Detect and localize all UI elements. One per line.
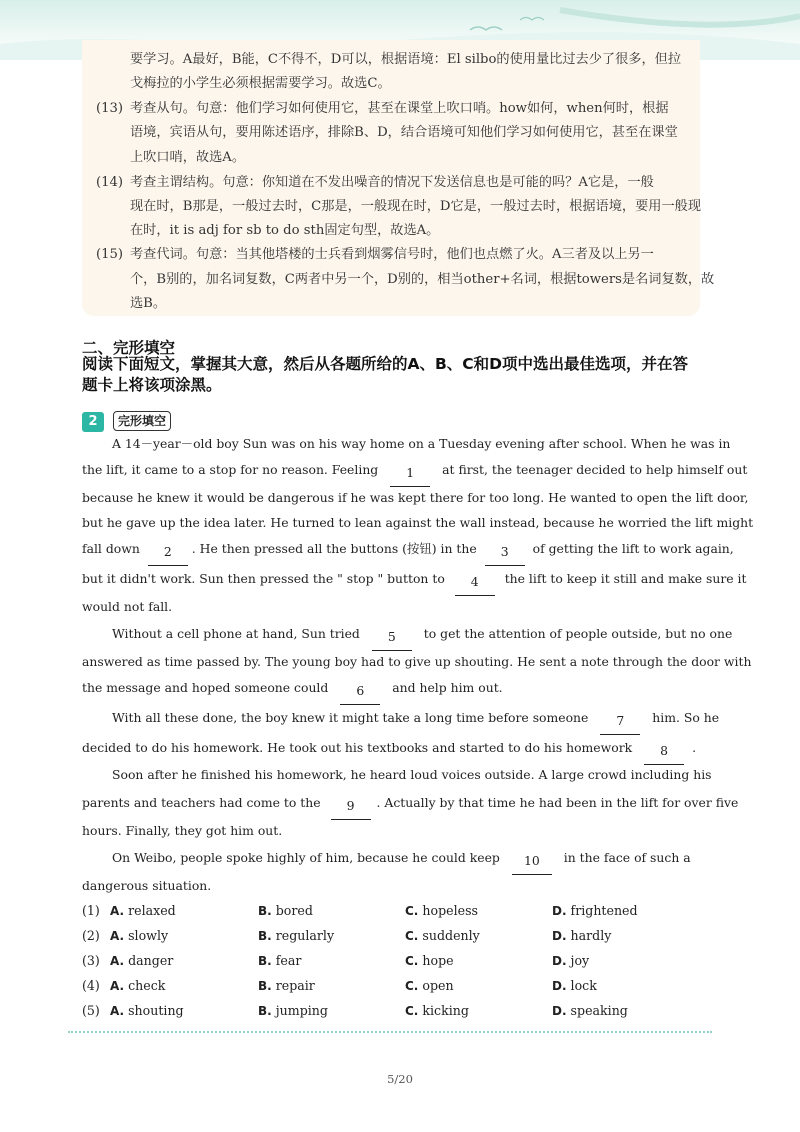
dotted-divider — [68, 1031, 712, 1033]
answer-number: (14) — [96, 175, 124, 190]
option-a — [110, 978, 165, 994]
option-b — [258, 978, 315, 994]
option-text: kicking — [422, 1003, 469, 1018]
option-b — [258, 1003, 328, 1019]
passage-text: . He then pressed all the buttons (按钮) in the — [191, 541, 477, 556]
question-type-tag: 完形填空 — [113, 411, 171, 431]
option-letter: A. — [110, 1004, 125, 1018]
option-text: open — [422, 978, 454, 993]
passage-line — [82, 795, 738, 817]
option-b — [258, 928, 334, 944]
option-c — [405, 1003, 469, 1019]
passage-line — [82, 541, 734, 563]
passage-text: of getting the lift to work again, — [532, 541, 734, 556]
option-text: slowly — [128, 928, 169, 943]
section-description: 题卡上将该项涂黑。 — [82, 376, 222, 394]
option-text: speaking — [570, 1003, 628, 1018]
option-a — [110, 928, 168, 944]
blank-9: 9 — [331, 798, 371, 820]
option-d — [552, 1003, 628, 1019]
passage-line: Soon after he finished his homework, he heard loud voices outside. A large crowd including his — [112, 767, 712, 782]
answer-number: (15) — [96, 247, 124, 262]
option-letter: B. — [258, 904, 272, 918]
passage-text: at first, the teenager decided to help himself out — [442, 462, 748, 477]
passage-line — [112, 710, 719, 732]
passage-text: and help him out. — [392, 680, 503, 695]
option-letter: A. — [110, 979, 125, 993]
answer-line: 考查从句。句意：他们学习如何使用它，甚至在课堂上吹口哨。how如何，when何时，根据 — [130, 101, 669, 116]
blank-5: 5 — [372, 629, 412, 651]
blank-2: 2 — [148, 544, 188, 566]
passage-line — [112, 850, 691, 872]
option-text: relaxed — [128, 903, 176, 918]
option-d — [552, 903, 638, 919]
passage-line — [82, 740, 696, 762]
option-letter: B. — [258, 1004, 272, 1018]
passage-text: him. So he — [652, 710, 720, 725]
passage-text: . — [692, 740, 697, 755]
option-number: (3) — [82, 953, 100, 968]
passage-line: A 14－year－old boy Sun was on his way home on a Tuesday evening after school. When he was in — [112, 436, 731, 451]
option-letter: B. — [258, 979, 272, 993]
passage-line: hours. Finally, they got him out. — [82, 823, 283, 838]
passage-text: but it didn't work. Sun then pressed the " stop " button to — [82, 571, 445, 586]
option-letter: D. — [552, 1004, 567, 1018]
answer-line: 选B。 — [130, 296, 167, 311]
option-letter: C. — [405, 954, 419, 968]
option-a — [110, 1003, 184, 1019]
answer-line: 戈梅拉的小学生必须根据需要学习。故选C。 — [130, 76, 391, 91]
passage-line — [82, 571, 746, 593]
option-text: fear — [275, 953, 302, 968]
option-letter: A. — [110, 929, 125, 943]
blank-6: 6 — [340, 683, 380, 705]
option-d — [552, 928, 611, 944]
page-number: 5/20 — [387, 1072, 413, 1086]
question-number-badge: 2 — [82, 412, 104, 432]
option-a — [110, 903, 176, 919]
option-c — [405, 928, 480, 944]
answer-line: 上吹口哨，故选A。 — [130, 150, 246, 165]
passage-line — [112, 626, 732, 648]
option-c — [405, 978, 454, 994]
passage-text: the lift, it came to a stop for no reason. Feeling — [82, 462, 379, 477]
option-letter: B. — [258, 954, 272, 968]
passage-text: to get the attention of people outside, but no one — [423, 626, 733, 641]
passage-line: dangerous situation. — [82, 878, 212, 893]
option-letter: B. — [258, 929, 272, 943]
answer-line: 考查代词。句意：当其他塔楼的士兵看到烟雾信号时，他们也点燃了火。A三者及以上另一 — [130, 247, 654, 262]
option-letter: A. — [110, 954, 125, 968]
option-c — [405, 953, 454, 969]
option-letter: D. — [552, 929, 567, 943]
section-title: 二、完形填空 — [82, 339, 176, 357]
passage-line — [82, 462, 747, 484]
answer-line: 考查主谓结构。句意：你知道在不发出噪音的情况下发送信息也是可能的吗？A它是，一般 — [130, 175, 654, 190]
option-c — [405, 903, 478, 919]
option-text: shouting — [128, 1003, 184, 1018]
passage-text: fall down — [82, 541, 140, 556]
option-letter: C. — [405, 1004, 419, 1018]
option-text: check — [128, 978, 166, 993]
passage-text: decided to do his homework. He took out his textbooks and started to do his homework — [82, 740, 633, 755]
option-text: regularly — [275, 928, 335, 943]
option-letter: C. — [405, 979, 419, 993]
option-text: lock — [570, 978, 597, 993]
section-description: 阅读下面短文，掌握其大意，然后从各题所给的A、B、C和D项中选出最佳选项，并在答 — [82, 355, 689, 373]
option-text: frightened — [570, 903, 638, 918]
passage-text: On Weibo, people spoke highly of him, because he could keep — [112, 850, 500, 865]
blank-10: 10 — [512, 853, 552, 875]
passage-text: the message and hoped someone could — [82, 680, 329, 695]
passage-text: Without a cell phone at hand, Sun tried — [112, 626, 360, 641]
passage-line: but he gave up the idea later. He turned to lean against the wall instead, because he worried the lift might — [82, 515, 754, 530]
option-text: jumping — [275, 1003, 328, 1018]
option-text: danger — [128, 953, 174, 968]
passage-line — [82, 680, 503, 702]
passage-line: would not fall. — [82, 599, 173, 614]
option-text: joy — [570, 953, 590, 968]
option-text: repair — [275, 978, 315, 993]
option-b — [258, 953, 301, 969]
option-letter: D. — [552, 904, 567, 918]
blank-8: 8 — [644, 743, 684, 765]
passage-text: . Actually by that time he had been in the lift for over five — [376, 795, 739, 810]
option-d — [552, 978, 597, 994]
blank-1: 1 — [390, 465, 430, 487]
option-letter: D. — [552, 954, 567, 968]
option-letter: C. — [405, 904, 419, 918]
option-letter: C. — [405, 929, 419, 943]
option-number: (4) — [82, 978, 100, 993]
passage-text: the lift to keep it still and make sure it — [504, 571, 747, 586]
option-text: hope — [422, 953, 454, 968]
option-text: hardly — [570, 928, 612, 943]
answer-line: 在时，it is adj for sb to do sth固定句型，故选A。 — [130, 223, 440, 238]
passage-text: With all these done, the boy knew it might take a long time before someone — [112, 710, 589, 725]
answer-line: 现在时，B那是，一般过去时，C那是，一般现在时，D它是，一般过去时，根据语境，要用一般现 — [130, 199, 702, 214]
option-number: (5) — [82, 1003, 100, 1018]
answer-line: 语境，宾语从句，要用陈述语序，排除B、D，结合语境可知他们学习如何使用它，甚至在课堂 — [130, 125, 678, 140]
option-text: bored — [275, 903, 313, 918]
option-text: suddenly — [422, 928, 480, 943]
option-a — [110, 953, 173, 969]
passage-text: in the face of such a — [563, 850, 691, 865]
option-b — [258, 903, 313, 919]
option-number: (1) — [82, 903, 100, 918]
option-d — [552, 953, 589, 969]
option-letter: A. — [110, 904, 125, 918]
answer-number: (13) — [96, 101, 124, 116]
blank-7: 7 — [600, 713, 640, 735]
blank-3: 3 — [485, 544, 525, 566]
passage-line: because he knew it would be dangerous if he was kept there for too long. He wanted to open the lift door, — [82, 490, 749, 505]
answer-line: 要学习。A最好，B能，C不得不，D可以，根据语境：El silbo的使用量比过去少了很多，但拉 — [130, 52, 682, 67]
passage-text: parents and teachers had come to the — [82, 795, 321, 810]
passage-line: answered as time passed by. The young boy had to give up shouting. He sent a note through the door with — [82, 654, 752, 669]
blank-4: 4 — [455, 574, 495, 596]
option-number: (2) — [82, 928, 100, 943]
option-letter: D. — [552, 979, 567, 993]
answer-line: 个，B别的，加名词复数，C两者中另一个，D别的，相当other+名词，根据towers是名词复数，故 — [130, 272, 715, 287]
option-text: hopeless — [422, 903, 479, 918]
